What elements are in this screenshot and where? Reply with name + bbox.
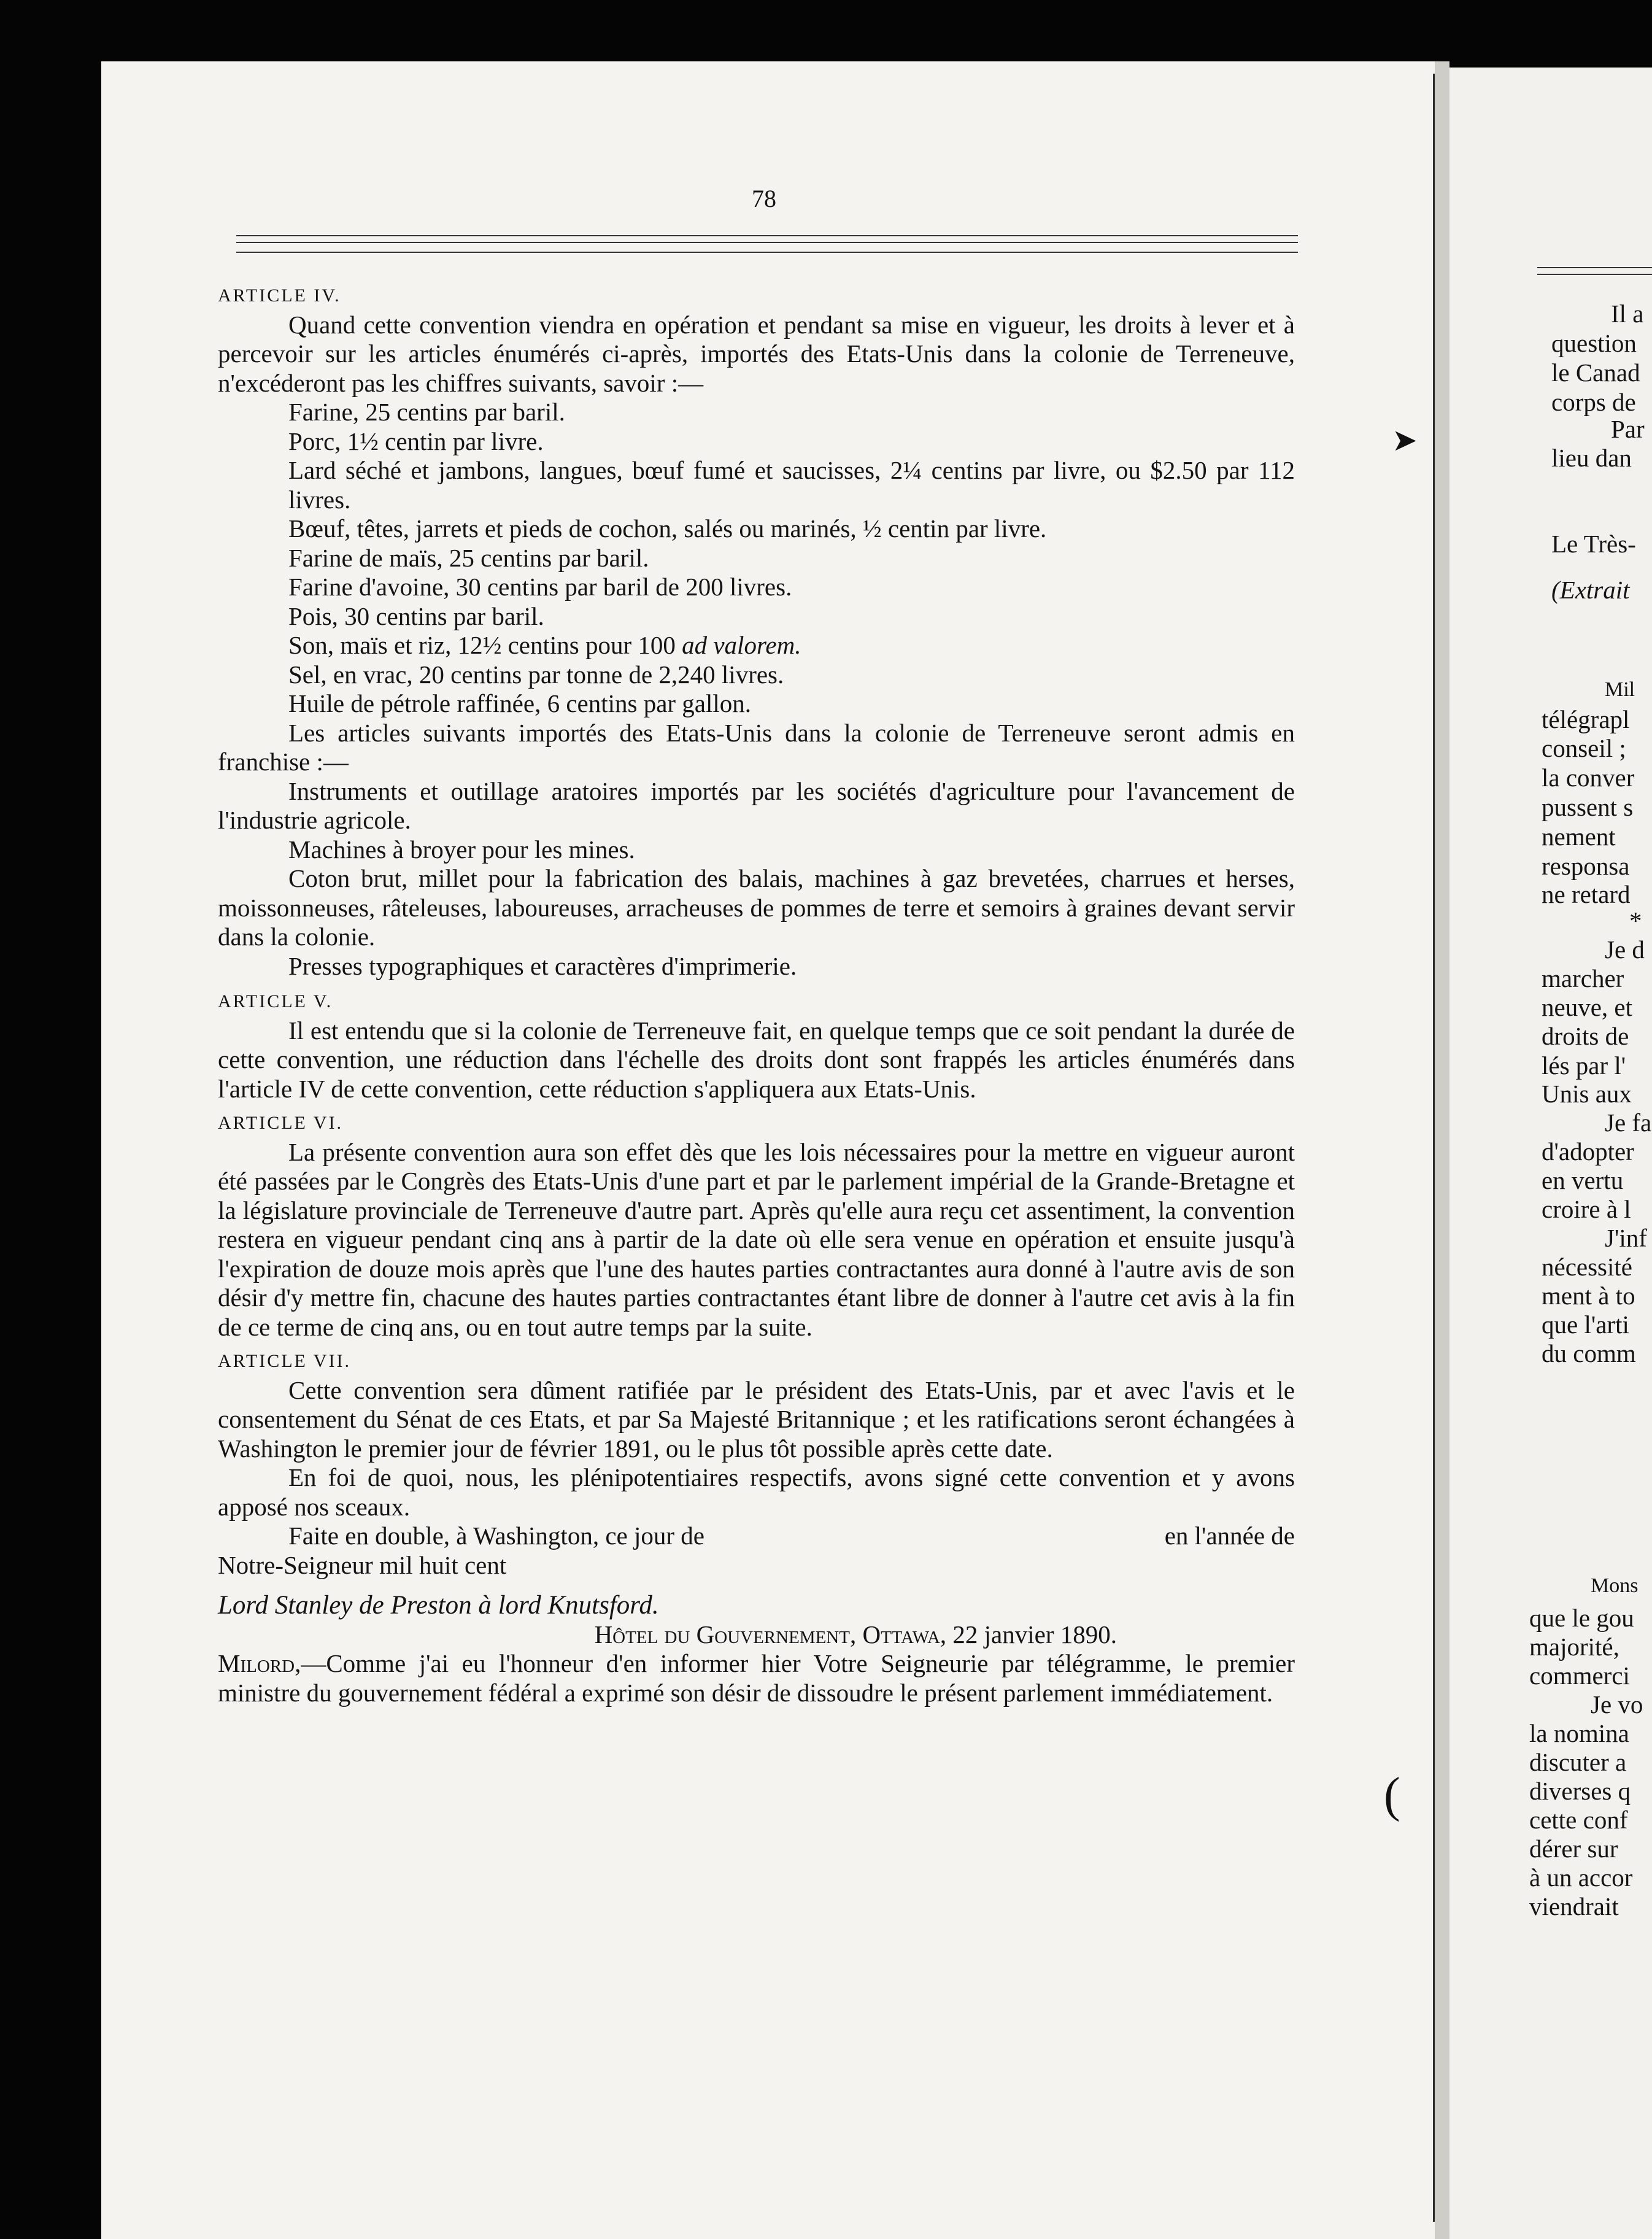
letter-date: 22 janvier 1890. xyxy=(952,1620,1117,1649)
right-fragment: du comm xyxy=(1542,1339,1636,1367)
letter-body xyxy=(218,1649,1295,1707)
right-fragment: conseil ; xyxy=(1542,734,1626,762)
right-page-rule xyxy=(1537,267,1652,268)
paragraph: En foi de quoi, nous, les plénipotentiaires respectifs, avons signé cette convention et y avons apposé nos sceaux. xyxy=(218,1463,1295,1521)
article-heading: ARTICLE IV. xyxy=(218,285,341,306)
right-fragment: commerci xyxy=(1529,1661,1630,1690)
right-fragment: discuter a xyxy=(1529,1748,1627,1776)
right-fragment: ne retard xyxy=(1542,880,1631,908)
paragraph: La présente convention aura son effet dès que les lois nécessaires pour la mettre en vigueur auront été passées par le Congrès des Etats-Unis d'une part et par le parlement impérial de la Grande-Bretagne et la législature provinciale de Terreneuve d'autre part. Après qu'elle aura reçu cet assentiment, la convention restera en vigueur pendant cinq ans à partir de la date où elle sera venue en opération et ensuite jusqu'à l'expiration de douze mois après que l'une des hautes parties contractantes aura donné à l'autre avis de son désir d'y mettre fin, chacune des hautes parties contractantes étant libre de donner à l'autre cet avis à la fin de ce terme de cinq ans, ou en tout autre temps par la suite. xyxy=(218,1137,1295,1341)
letter-dateline xyxy=(218,1620,1295,1650)
letter-place: Hôtel du Gouvernement, Ottawa, xyxy=(594,1620,947,1649)
list-item: Farine, 25 centins par baril. xyxy=(288,398,565,426)
right-fragment: lieu dan xyxy=(1551,444,1632,472)
right-fragment: Unis aux xyxy=(1542,1080,1632,1108)
right-fragment: responsa xyxy=(1542,852,1630,880)
list-item: Lard séché et jambons, langues, bœuf fumé et saucisses, 2¼ centins par livre, ou $2.50 par 112 livres. xyxy=(288,456,1295,514)
letter-title: Lord Stanley de Preston à lord Knutsford. xyxy=(218,1591,659,1620)
right-fragment: question xyxy=(1551,329,1637,357)
letter-salutation: Milord xyxy=(218,1649,295,1677)
right-fragment: droits de xyxy=(1542,1022,1629,1050)
right-fragment: nécessité xyxy=(1542,1253,1632,1281)
son-line-italic: ad valorem. xyxy=(682,631,801,659)
list-item: Huile de pétrole raffinée, 6 centins par gallon. xyxy=(288,689,752,717)
signing-left: Faite en double, à Washington, ce jour de xyxy=(288,1522,704,1550)
right-fragment: que l'arti xyxy=(1542,1310,1629,1339)
list-item: Instruments et outillage aratoires importés par les sociétés d'agriculture pour l'avancement de l'industrie agricole. xyxy=(218,776,1295,834)
list-item: Presses typographiques et caractères d'imprimerie. xyxy=(288,951,797,980)
signing-line-2: Notre-Seigneur mil huit cent xyxy=(218,1550,507,1579)
list-item: Porc, 1½ centin par livre. xyxy=(288,427,544,455)
page-number: 78 xyxy=(752,185,776,212)
list-item xyxy=(218,631,1295,660)
right-fragment: ment à to xyxy=(1542,1282,1635,1310)
scan-mark-bracket: ( xyxy=(1384,1768,1400,1822)
right-fragment: Mil xyxy=(1605,678,1635,701)
gutter-line xyxy=(1433,74,1435,2222)
article-heading: ARTICLE VI. xyxy=(218,1113,343,1133)
right-fragment: majorité, xyxy=(1529,1633,1619,1661)
article-heading: ARTICLE VII. xyxy=(218,1351,351,1371)
right-fragment: le Canad xyxy=(1551,358,1640,387)
right-fragment: que le gou xyxy=(1529,1604,1634,1632)
right-fragment: croire à l xyxy=(1542,1195,1631,1223)
right-fragment: diverses q xyxy=(1529,1777,1631,1805)
right-fragment: Par xyxy=(1611,415,1645,443)
right-fragment: en vertu xyxy=(1542,1166,1624,1194)
right-fragment: d'adopter xyxy=(1542,1137,1634,1166)
right-fragment: viendrait xyxy=(1529,1892,1619,1920)
right-fragment: marcher xyxy=(1542,964,1624,992)
list-item: Bœuf, têtes, jarrets et pieds de cochon, salés ou marinés, ½ centin par livre. xyxy=(288,514,1047,543)
right-fragment: Mons xyxy=(1591,1574,1638,1597)
right-fragment: pussent s xyxy=(1542,793,1634,821)
right-page-rule-2 xyxy=(1537,274,1652,275)
right-fragment: J'inf xyxy=(1605,1224,1647,1252)
list-item: Farine de maïs, 25 centins par baril. xyxy=(288,543,649,572)
scan-mark-arrow: ➤ xyxy=(1392,423,1418,457)
right-fragment: la conver xyxy=(1542,764,1635,792)
gutter-shadow xyxy=(1435,61,1449,2239)
right-fragment: à un accor xyxy=(1529,1863,1633,1892)
right-fragment: Je vo xyxy=(1591,1690,1643,1719)
signing-line xyxy=(218,1522,1295,1551)
list-item: Farine d'avoine, 30 centins par baril de 200 livres. xyxy=(288,573,792,601)
signing-right: en l'année de xyxy=(1164,1522,1295,1550)
article-heading: ARTICLE V. xyxy=(218,991,333,1011)
right-fragment: (Extrait xyxy=(1551,576,1630,604)
right-fragment: Le Très- xyxy=(1551,530,1636,558)
right-fragment: cette conf xyxy=(1529,1806,1628,1834)
header-rule-3 xyxy=(236,252,1298,253)
right-fragment: dérer sur xyxy=(1529,1835,1618,1863)
list-item: Coton brut, millet pour la fabrication des balais, machines à gaz brevetées, charrues et herses, moissonneuses, râteleuses, laboureuses, arracheuses de pommes de terre et semoirs à graines devant servir dans la colonie. xyxy=(218,864,1295,951)
paragraph: Quand cette convention viendra en opération et pendant sa mise en vigueur, les droits à lever et à percevoir sur les articles énumérés ci-après, importés des Etats-Unis dans la colonie de Terreneuve, n'excéderont pas les chiffres suivants, savoir :— xyxy=(218,310,1295,397)
paragraph: Cette convention sera dûment ratifiée par le président des Etats-Unis, par et avec l'avis et le consentement du Sénat de ces Etats, et par Sa Majesté Britannique ; et les ratifications seront échangées à Washington le premier jour de février 1891, ou le plus tôt possible après cette date. xyxy=(218,1375,1295,1463)
right-fragment: lés par l' xyxy=(1542,1051,1626,1080)
right-fragment: Je d xyxy=(1605,935,1645,964)
right-fragment: Il a xyxy=(1611,300,1644,328)
paragraph: Les articles suivants importés des Etats-Unis dans la colonie de Terreneuve seront admis en franchise :— xyxy=(218,718,1295,776)
right-fragment: télégrapl xyxy=(1542,705,1630,733)
right-fragment: Je fa xyxy=(1605,1108,1652,1137)
header-rule xyxy=(236,235,1298,236)
header-rule-2 xyxy=(236,242,1298,243)
list-item: Sel, en vrac, 20 centins par tonne de 2,240 livres. xyxy=(288,660,784,689)
list-item: Machines à broyer pour les mines. xyxy=(288,835,635,864)
right-fragment: la nomina xyxy=(1529,1719,1629,1747)
right-fragment: nement xyxy=(1542,822,1616,851)
paragraph: Il est entendu que si la colonie de Terreneuve fait, en quelque temps que ce soit pendant la durée de cette convention, une réduction dans l'échelle des droits dont sont frappés les articles énumérés dans l'article IV de cette convention, cette réduction s'appliquera aux Etats-Unis. xyxy=(218,1016,1295,1103)
letter-text: ,—Comme j'ai eu l'honneur d'en informer hier Votre Seigneurie par télégramme, le premier ministre du gouvernement fédéral a exprimé son désir de dissoudre le présent parlement immédiatement. xyxy=(218,1649,1295,1707)
right-fragment: neuve, et xyxy=(1542,993,1632,1021)
son-line-text: Son, maïs et riz, 12½ centins pour 100 xyxy=(288,631,682,659)
main-text-column xyxy=(218,281,1295,1707)
right-fragment: corps de xyxy=(1551,388,1636,416)
right-fragment: * xyxy=(1629,907,1642,935)
list-item: Pois, 30 centins par baril. xyxy=(288,601,544,630)
